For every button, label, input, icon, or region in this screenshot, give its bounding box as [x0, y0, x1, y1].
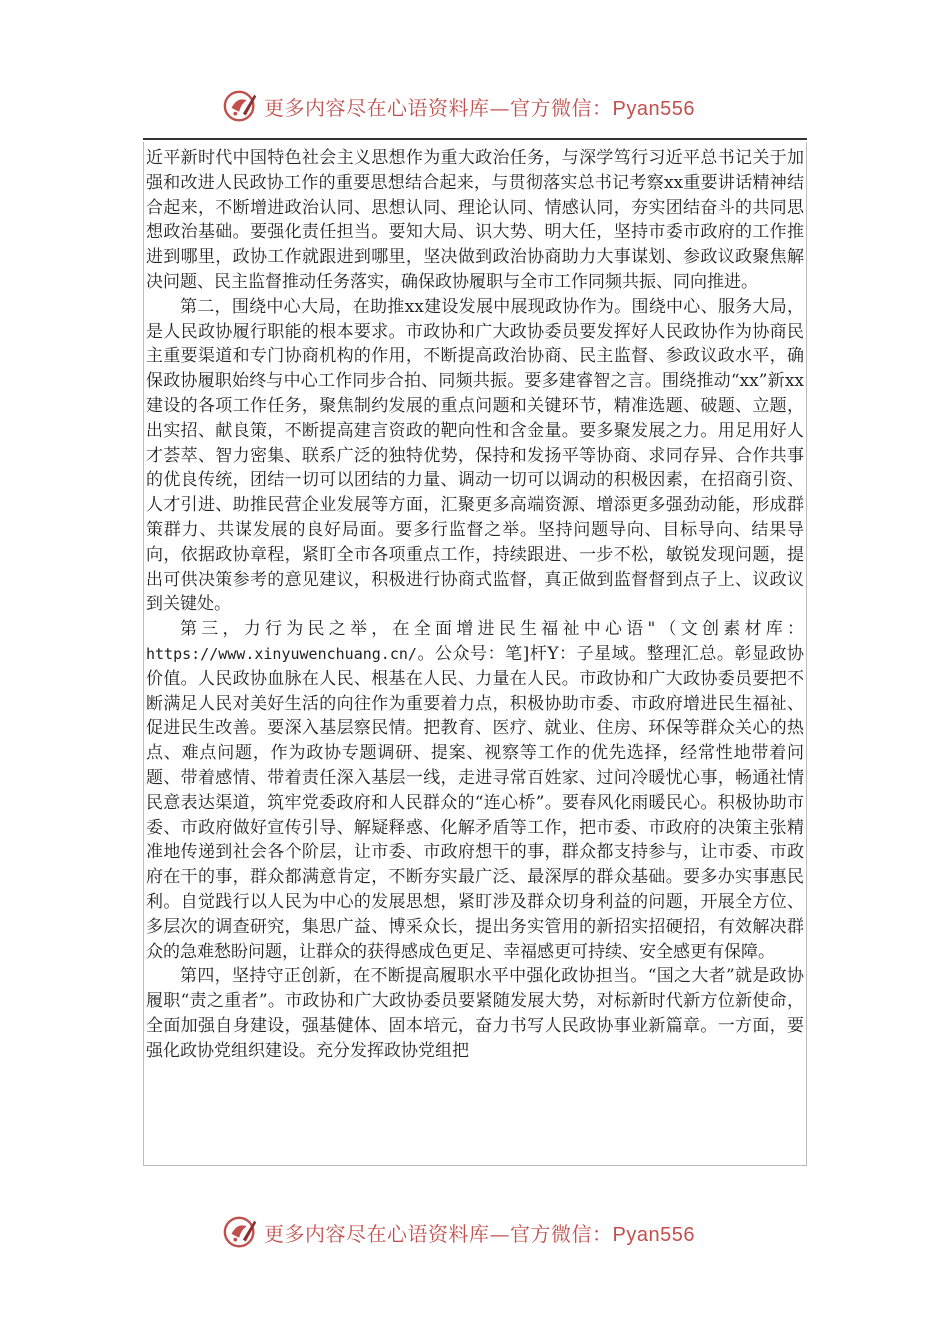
header-banner	[0, 82, 950, 126]
paragraph-continuation: 近平新时代中国特色社会主义思想作为重大政治任务，与深学笃行习近平总书记关于加强和改进人民政协工作的重要思想结合起来，与贯彻落实总书记考察xx重要讲话精神结合起来，不断增进政治认同、思想认同、理论认同、情感认同，夯实团结奋斗的共同思想政治基础。要强化责任担当。要知大局、识大势、明大任，坚持市委市政府的工作推进到哪里，政协工作就跟进到哪里，坚决做到政治协商助力大事谋划、参政议政聚焦解决问题、民主监督推动任务落实，确保政协履职与全市工作同频共振、同向推进。	[146, 148, 804, 292]
header-banner-text: 更多内容尽在心语资料库—官方微信：Pyan556	[264, 95, 695, 120]
footer-wechat-account: Pyan556	[612, 1223, 695, 1246]
header-rule	[143, 138, 807, 140]
source-url-text: https://www.xinyuwenchuang.cn/	[146, 644, 417, 663]
paragraph-third-point: 第三，力行为民之举，在全面增进民生福祉中心语"（文创素材库：https://www.xinyuwenchuang.cn/。公众号：笔]杆Y：子星域。整理汇总。彰显政协价值。人民政协血脉在人民、根基在人民、力量在人民。市政协和广大政协委员要把不断满足人民对美好生活的向往作为重要着力点，积极协助市委、市政府增进民生福祉、促进民生改善。要深入基层察民情。把教育、医疗、就业、住房、环保等群众关心的热点、难点问题，作为政协专题调研、提案、视察等工作的优先选择，经常性地带着问题、带着感情、带着责任深入基层一线，走进寻常百姓家、过问冷暖忧心事，畅通社情民意表达渠道，筑牢党委政府和人民群众的“连心桥”。要春风化雨暖民心。积极协助市委、市政府做好宣传引导、解疑释惑、化解矛盾等工作，把市委、市政府的决策主张精准地传递到社会各个阶层，让市委、市政府想干的事，群众都支持参与，让市委、市政府在干的事，群众都满意肯定，不断夯实最广泛、最深厚的群众基础。要多办实事惠民利。自觉践行以人民为中心的发展思想，紧盯涉及群众切身利益的问题，开展全方位、多层次的调查研究，集思广益、博采众长，提出务实管用的新招实招硬招，有效解决群众的急难愁盼问题，让群众的获得感成色更足、幸福感更可持续、安全感更有保障。	[146, 619, 804, 962]
paragraph-fourth-point: 第四，坚持守正创新，在不断提高履职水平中强化政协担当。“国之大者”就是政协履职“责之重者”。市政协和广大政协委员要紧随发展大势，对标新时代新方位新使命，全面加强自身建设，强基健体、固本培元，奋力书写人民政协事业新篇章。一方面，要强化政协党组织建设。充分发挥政协党组把	[146, 966, 804, 1061]
brush-logo-icon	[222, 87, 260, 125]
paragraph-second-point: 第二，围绕中心大局，在助推xx建设发展中展现政协作为。围绕中心、服务大局，是人民政协履行职能的根本要求。市政协和广大政协委员要发挥好人民政协作为协商民主重要渠道和专门协商机构的作用，不断提高政治协商、民主监督、参政议政水平，确保政协履职始终与中心工作同步合拍、同频共振。要多建睿智之言。围绕推动“xx”新xx建设的各项工作任务，聚焦制约发展的重点问题和关键环节，精准选题、破题、立题，出实招、献良策，不断提高建言资政的靶向性和含金量。要多聚发展之力。用足用好人才荟萃、智力密集、联系广泛的独特优势，保持和发扬平等协商、求同存异、合作共事的优良传统，团结一切可以团结的力量、调动一切可以调动的积极因素，在招商引资、人才引进、助推民营企业发展等方面，汇聚更多高端资源、增添更多强劲动能，形成群策群力、共谋发展的良好局面。要多行监督之举。坚持问题导向、目标导向、结果导向，依据政协章程，紧盯全市各项重点工作，持续跟进、一步不松，敏锐发现问题，提出可供决策参考的意见建议，积极进行协商式监督，真正做到监督督到点子上、议政议到关键处。	[146, 296, 804, 615]
header-wechat-account: Pyan556	[612, 97, 695, 120]
brush-logo-icon	[222, 1213, 260, 1251]
footer-banner	[0, 1208, 950, 1252]
document-body	[143, 142, 807, 1166]
footer-banner-text: 更多内容尽在心语资料库—官方微信：Pyan556	[264, 1221, 695, 1246]
